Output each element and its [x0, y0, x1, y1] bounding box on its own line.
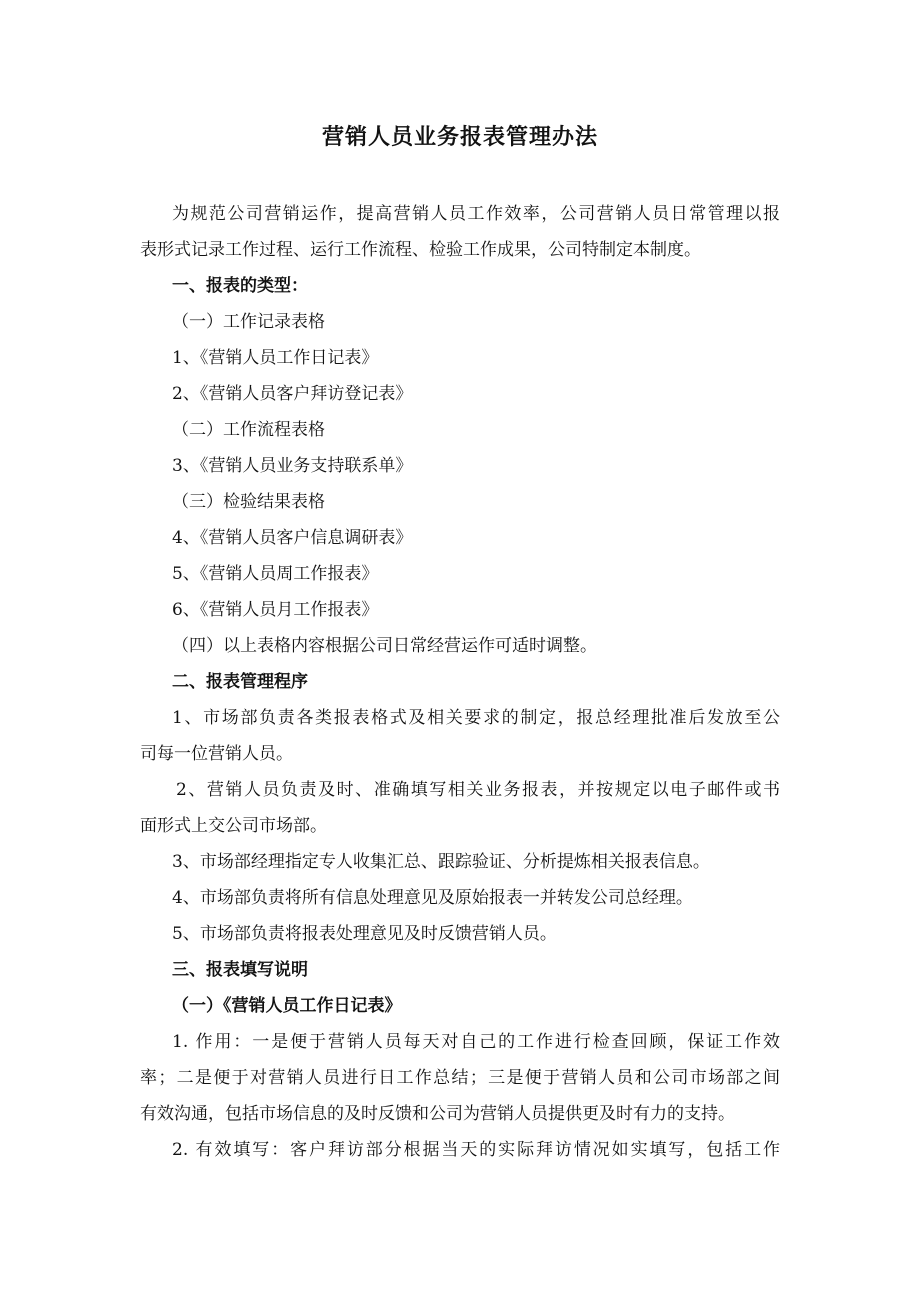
intro-paragraph-line-2: 表形式记录工作过程、运行工作流程、检验工作成果，公司特制定本制度。 — [140, 240, 701, 260]
section-3-heading: 三、报表填写说明 — [172, 960, 308, 980]
intro-paragraph-line-1: 为规范公司营销运作，提高营销人员工作效率，公司营销人员日常管理以报 — [172, 204, 780, 224]
section-3-paragraph-1-line-1: 1. 作用：一是便于营销人员每天对自己的工作进行检查回顾，保证工作效 — [172, 1032, 780, 1052]
section-1-subheading-1: （一）工作记录表格 — [172, 312, 325, 332]
section-2-paragraph-2-line-2: 面形式上交公司市场部。 — [140, 816, 327, 836]
section-1-item-2: 2、《营销人员客户拜访登记表》 — [172, 384, 413, 404]
section-3-paragraph-1-line-3: 有效沟通，包括市场信息的及时反馈和公司为营销人员提供更及时有力的支持。 — [140, 1104, 735, 1124]
section-3-paragraph-2-line-1: 2. 有效填写：客户拜访部分根据当天的实际拜访情况如实填写，包括工作 — [172, 1140, 780, 1160]
section-3-subheading-1: （一）《营销人员工作日记表》 — [172, 996, 402, 1016]
section-1-heading: 一、报表的类型： — [172, 276, 308, 296]
section-1-item-1: 1、《营销人员工作日记表》 — [172, 348, 379, 368]
section-1-item-5: 5、《营销人员周工作报表》 — [172, 564, 379, 584]
section-1-subheading-2: （二）工作流程表格 — [172, 420, 325, 440]
section-2-heading: 二、报表管理程序 — [172, 672, 308, 692]
section-3-paragraph-1-line-2: 率；二是便于对营销人员进行日工作总结；三是便于营销人员和公司市场部之间 — [140, 1068, 780, 1088]
section-2-paragraph-4: 4、市场部负责将所有信息处理意见及原始报表一并转发公司总经理。 — [172, 888, 693, 908]
section-2-paragraph-2-line-1: 2、营销人员负责及时、准确填写相关业务报表，并按规定以电子邮件或书 — [176, 780, 780, 800]
document-title: 营销人员业务报表管理办法 — [321, 125, 598, 150]
section-1-subheading-4: （四）以上表格内容根据公司日常经营运作可适时调整。 — [172, 636, 597, 656]
section-1-item-6: 6、《营销人员月工作报表》 — [172, 600, 379, 620]
section-2-paragraph-5: 5、市场部负责将报表处理意见及时反馈营销人员。 — [172, 924, 557, 944]
section-2-paragraph-3: 3、市场部经理指定专人收集汇总、跟踪验证、分析提炼相关报表信息。 — [172, 852, 710, 872]
section-2-paragraph-1-line-1: 1、市场部负责各类报表格式及相关要求的制定，报总经理批准后发放至公 — [172, 708, 780, 728]
section-1-item-4: 4、《营销人员客户信息调研表》 — [172, 528, 413, 548]
section-1-item-3: 3、《营销人员业务支持联系单》 — [172, 456, 413, 476]
section-2-paragraph-1-line-2: 司每一位营销人员。 — [140, 744, 293, 764]
section-1-subheading-3: （三）检验结果表格 — [172, 492, 325, 512]
